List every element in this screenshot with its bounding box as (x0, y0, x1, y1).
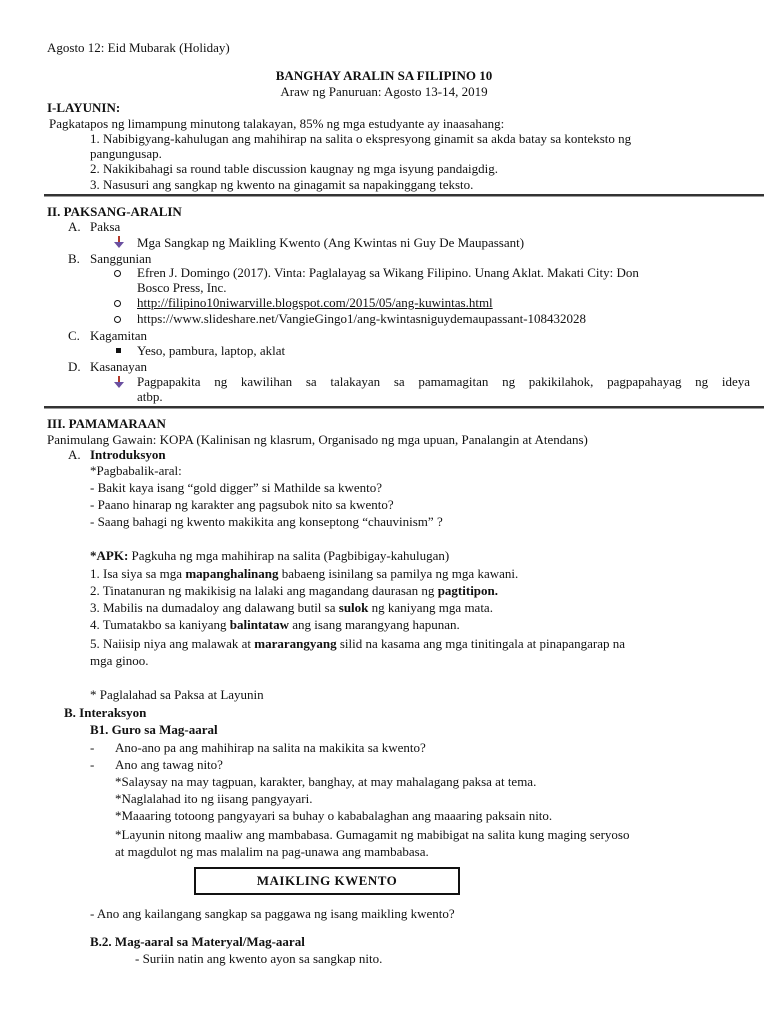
vocab-item: 3. Mabilis na dumadaloy ang dalawang butil sa sulok ng kaniyang mga mata. (90, 600, 493, 615)
b1-heading: B1. Guro sa Mag-aaral (90, 722, 218, 737)
layunin-item: pangungusap. (90, 146, 162, 161)
apk-text: Pagkuha ng mga mahihirap na salita (Pagbibigay-kahulugan) (128, 548, 450, 563)
apk-line (90, 548, 449, 564)
interaksyon-heading: B. Interaksyon (64, 705, 147, 720)
kasanayan-item: Pagpapakita ng kawilihan sa talakayan sa pamamagitan ng pakikilahok, pagpapahayag ng ideya (137, 374, 750, 389)
dash-marker: - (90, 740, 95, 755)
sangkap-question: - Ano ang kailangang sangkap sa paggawa ng isang maikling kwento? (90, 906, 455, 921)
panimula-line (47, 432, 588, 448)
b1-answer: *Layunin nitong maaliw ang mambabasa. Gumagamit ng mabibigat na salita kung maging seryoso (115, 827, 630, 842)
layunin-item: 1. Nabibigyang-kahulugan ang mahihirap na salita o ekspresyong ginamit sa akda batay sa konteksto ng (90, 131, 632, 146)
list-marker: D. (68, 359, 81, 374)
b1-answer: *Maaaring totoong pangyayari sa buhay o kababalaghan ang maaaring paksain nito. (115, 808, 553, 823)
arrow-bullet-icon (114, 376, 124, 388)
header-note: Agosto 12: Eid Mubarak (Holiday) (47, 40, 230, 55)
list-marker: A. (68, 219, 81, 234)
layunin-item: 3. Nasusuri ang sangkap ng kwento na ginagamit sa napakinggang teksto. (90, 177, 474, 192)
section-layunin-heading: I-LAYUNIN: (47, 100, 121, 115)
b1-answer: *Salaysay na may tagpuan, karakter, banghay, at may mahalagang paksa at tema. (115, 774, 537, 789)
kasanayan-label: Kasanayan (90, 359, 148, 374)
panimula-text: KOPA (Kalinisan ng klasrum, Organisado ng mga upuan, Panalangin at Atendans) (156, 432, 588, 447)
reference-item-cont: Bosco Press, Inc. (137, 280, 227, 295)
vocab-item: 2. Tinatanuran ng makikisig na lalaki ang magandang daurasan ng pagtitipon. (90, 583, 499, 598)
b2-heading: B.2. Mag-aaral sa Materyal/Mag-aaral (90, 934, 305, 949)
paglalahad: * Paglalahad sa Paksa at Layunin (90, 687, 264, 702)
kagamitan-label: Kagamitan (90, 328, 148, 343)
section-pamamaraan-heading: III. PAMAMARAAN (47, 416, 166, 431)
b1-question: Ano-ano pa ang mahihirap na salita na makikita sa kwento? (115, 740, 426, 755)
list-marker: A. (68, 447, 81, 462)
kagamitan-item: Yeso, pambura, laptop, aklat (137, 343, 286, 358)
list-marker: C. (68, 328, 80, 343)
review-question: - Saang bahagi ng kwento makikita ang konseptong “chauvinism” ? (90, 514, 443, 529)
vocab-item: 1. Isa siya sa mga mapanghalinang babaeng isinilang sa pamilya ng mga kawani. (90, 566, 519, 581)
panimula-label: Panimulang Gawain: (47, 432, 157, 447)
b1-answer: *Naglalahad ito ng iisang pangyayari. (115, 791, 313, 806)
list-marker: B. (68, 251, 80, 266)
apk-label: *APK: (90, 548, 129, 563)
dash-marker: - (90, 757, 95, 772)
b1-question: Ano ang tawag nito? (115, 757, 223, 772)
paksa-label: Paksa (90, 219, 121, 234)
circle-bullet-icon (114, 300, 121, 307)
sanggunian-label: Sanggunian (90, 251, 152, 266)
circle-bullet-icon (114, 316, 121, 323)
vocab-item-cont: mga ginoo. (90, 653, 149, 668)
review-question: - Paano hinarap ng karakter ang pagsubok nito sa kwento? (90, 497, 394, 512)
layunin-item: 2. Nakikibahagi sa round table discussion kaugnay ng mga isyung pandaigdig. (90, 161, 498, 176)
page-subtitle: Araw ng Panuruan: Agosto 13-14, 2019 (280, 84, 488, 99)
b2-item: - Suriin natin ang kwento ayon sa sangkap nito. (135, 951, 383, 966)
introduksyon-heading: Introduksyon (90, 447, 166, 462)
reference-link[interactable]: http://filipino10niwarville.blogspot.com/2015/05/ang-kuwintas.html (137, 295, 493, 310)
circle-bullet-icon (114, 270, 121, 277)
kasanayan-item-cont: atbp. (137, 389, 163, 404)
section-divider (44, 406, 764, 408)
b1-answer-cont: at magdulot ng mas malalim na pag-unawa ang mambabasa. (115, 844, 429, 859)
reference-url: https://www.slideshare.net/VangieGingo1/ang-kwintasniguydemaupassant-108432028 (137, 311, 587, 326)
reference-item: Efren J. Domingo (2017). Vinta: Paglalayag sa Wikang Filipino. Unang Aklat. Makati City: Don (137, 265, 639, 280)
vocab-item: 5. Naiisip niya ang malawak at mararangyang silid na kasama ang mga tinitingala at pinapangarap na (90, 636, 626, 651)
pagbabalik-aral: *Pagbabalik-aral: (90, 463, 182, 478)
vocab-item: 4. Tumatakbo sa kaniyang balintataw ang isang marangyang hapunan. (90, 617, 460, 632)
page-title: BANGHAY ARALIN SA FILIPINO 10 (275, 68, 493, 83)
review-question: - Bakit kaya isang “gold digger” si Mathilde sa kwento? (90, 480, 383, 495)
maikling-kwento-box: MAIKLING KWENTO (194, 867, 460, 895)
paksa-item: Mga Sangkap ng Maikling Kwento (Ang Kwintas ni Guy De Maupassant) (137, 235, 525, 250)
square-bullet-icon (116, 348, 121, 353)
arrow-bullet-icon (114, 236, 124, 248)
section-divider (44, 194, 764, 196)
layunin-intro: Pagkatapos ng limampung minutong talakayan, 85% ng mga estudyante ay inaasahang: (49, 116, 505, 131)
section-paksa-heading: II. PAKSANG-ARALIN (47, 204, 182, 219)
